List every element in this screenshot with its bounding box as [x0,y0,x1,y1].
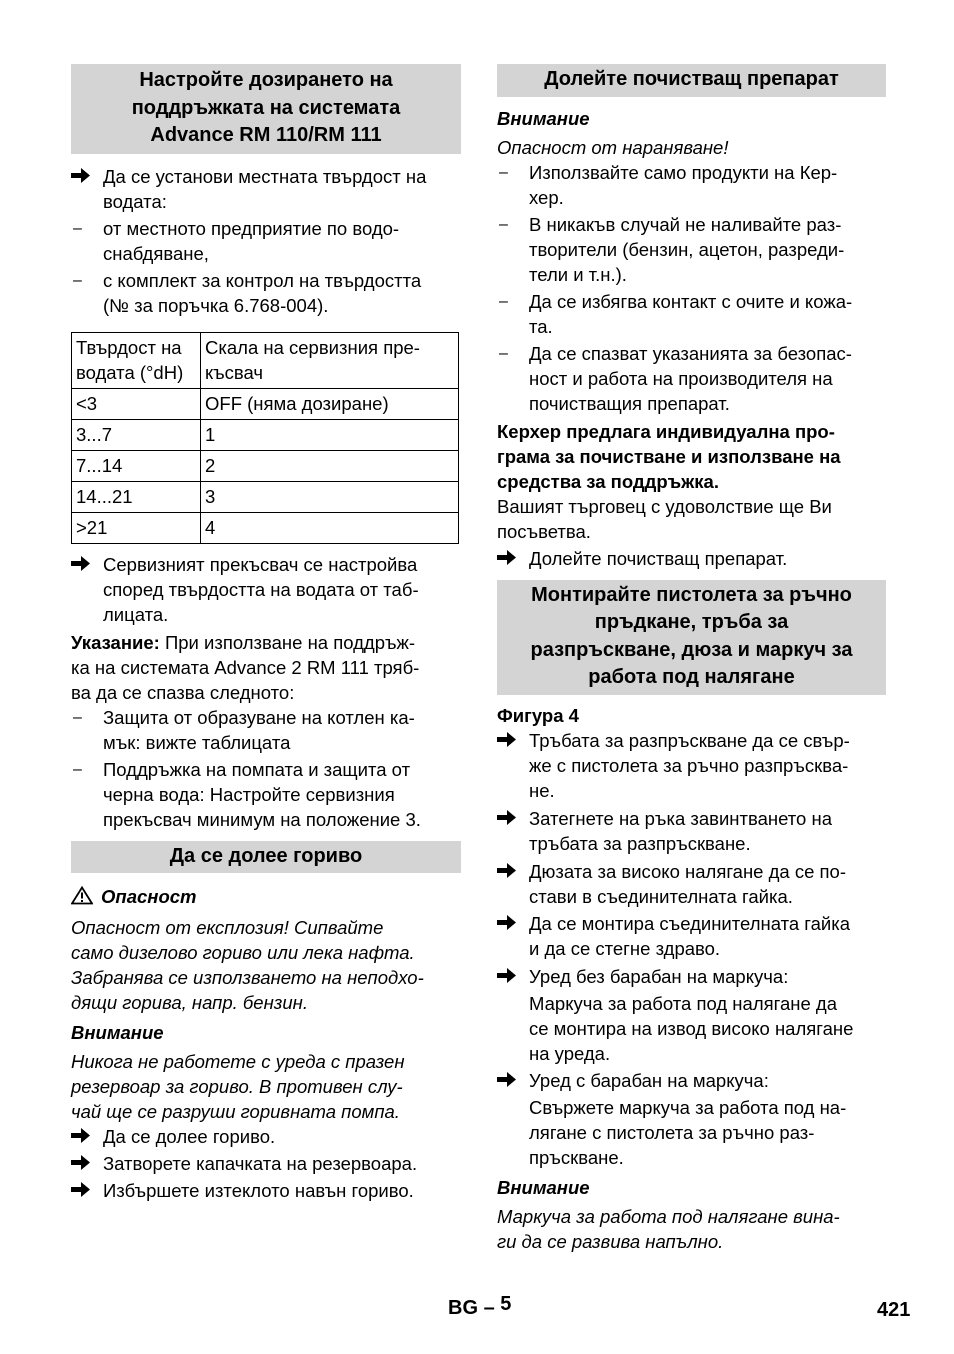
list-item-scale-protection: – Защита от образуване на котлен ка- мък: вижте таблицата [73,706,415,753]
arrow-right-icon [497,728,525,753]
note-paragraph: Указание: При използване на поддръж- ка на системата Advance 2 RM 111 тряб- ва да се спазва следното: [71,631,420,703]
right-column [497,64,886,1254]
arrow-right-icon [497,1068,525,1093]
dash-bullet: – [499,292,508,310]
table-row [72,419,459,450]
arrow-right-icon [71,1178,99,1203]
arrow-right-icon [497,806,525,831]
table-cell: <3 [72,388,201,419]
list-item-pump-maintenance: – Поддръжка на помпата и защита от черна вода: Настройте сервизния прекъсвач минимум на положение 3. [73,758,421,830]
page-number: 421 [877,1299,911,1321]
step-hose-reel: Уред с барабан на маркуча: [497,1068,886,1093]
dash-bullet: – [499,215,508,233]
arrow-right-icon [497,546,525,571]
left-column [71,64,461,1203]
table-cell: 3 [201,481,459,512]
arrow-right-icon [497,911,525,936]
table-row [72,512,459,543]
attention-label: Внимание [497,107,590,129]
dash-bullet: – [73,708,82,726]
table-row [72,450,459,481]
arrow-right-icon [71,1151,99,1176]
step-wipe-fuel: Избършете изтеклото навън гориво. [71,1178,461,1203]
attention-subtitle: Опасност от нараняване! [497,136,729,158]
dash-bullet: – [73,271,82,289]
step-mount-nut: Да се монтира съединителната гайка и да се стегне здраво. [497,911,886,961]
table-cell: 7...14 [72,450,201,481]
list-item-eye-contact: – Да се избягва контакт с очите и кожа- та. [499,290,853,337]
list-item-products: – Използвайте само продукти на Кер- хер. [499,161,838,208]
table-cell: 14...21 [72,481,201,512]
table-row [72,388,459,419]
step-connect-lance: Тръбата за разпръскване да се свър- же с пистолета за ръчно разпръсква- не. [497,728,886,803]
table-cell: >21 [72,512,201,543]
step-tighten-lance: Затегнете на ръка завинтването на тръбата за разпръскване. [497,806,886,856]
arrow-right-icon [497,859,525,884]
step-insert-nozzle: Дюзата за високо налягане да се по- стави в съединителната гайка. [497,859,886,909]
step-close-cap: Затворете капачката на резервоара. [71,1151,461,1176]
table-header-row [72,332,459,388]
list-item-safety-instructions: – Да се спазват указанията за безопас- ност и работа на производителя на почистващия препарат. [499,342,852,414]
table-cell: 3...7 [72,419,201,450]
table-cell: 4 [201,512,459,543]
program-paragraph: Керхер предлага индивидуална про- грама за почистване и използване на средства за поддръжка. [497,420,841,492]
step-add-detergent: Долейте почистващ препарат. [497,546,886,571]
attention-text: Никога не работете с уреда с празен резервоар за гориво. В противен слу- чай ще се разруши горивната помпа. [71,1051,405,1122]
dealer-paragraph: Вашият търговец с удоволствие ще Ви посъветва. [497,495,832,542]
warning-triangle-icon [71,886,93,911]
table-row [72,481,459,512]
table-header-cell: Твърдост на водата (°dH) [72,332,201,388]
section-heading-detergent: Долейте почистващ препарат [497,64,886,97]
arrow-right-icon [71,552,99,577]
step-refuel: Да се долее гориво. [71,1124,461,1149]
step-set-service-switch: Сервизният прекъсвач се настройва според твърдостта на водата от таб- лицата. [71,552,461,627]
step-determine-hardness: Да се установи местната твърдост на водата: [71,164,461,214]
hardness-table [71,332,459,544]
danger-text: Опасност от експлозия! Сипвайте само дизелово гориво или лека нафта. Забранява се използването на неподхо- дящи горива, напр. бензин. [71,917,424,1013]
list-item-water-utility: – от местното предприятие по водо- снабдяване, [73,217,400,264]
list-item-test-kit: – с комплект за контрол на твърдостта (№ за поръчка 6.768-004). [73,269,422,316]
arrow-right-icon [71,164,99,189]
reel-text: Свържете маркуча за работа под на- лягане с пистолета за ръчно раз- пръскване. [529,1096,847,1168]
dash-bullet: – [499,344,508,362]
no-reel-text: Маркуча за работа под налягане да се монтира на извод високо налягане на уреда. [529,992,854,1064]
attention-text-hose: Маркуча за работа под налягане вина- ги да се развива напълно. [497,1205,840,1252]
attention-label-hose: Внимание [497,1176,590,1198]
table-header-cell: Скала на сервизния пре- късвач [201,332,459,388]
section-heading-fuel: Да се долее гориво [71,841,461,874]
danger-label: Опасност [71,884,461,911]
dash-bullet: – [499,163,508,181]
footer-section-label: BG – 5 [448,1293,512,1319]
arrow-right-icon [497,964,525,989]
table-cell: 1 [201,419,459,450]
table-cell: 2 [201,450,459,481]
arrow-right-icon [71,1124,99,1149]
list-item-solvents: – В никакъв случай не наливайте раз- творители (бензин, ацетон, разреди- тели и т.н.). [499,213,845,285]
dash-bullet: – [73,219,82,237]
figure-label: Фигура 4 [497,704,579,726]
table-cell: OFF (няма дозиране) [201,388,459,419]
dash-bullet: – [73,760,82,778]
attention-label: Внимание [71,1022,164,1043]
section-heading-dosing: Настройте дозирането на поддръжката на системата Advance RM 110/RM 111 [71,64,461,154]
section-heading-mount-gun: Монтирайте пистолета за ръчно пръдкане, тръба за разпръскване, дюза и маркуч за работа под налягане [497,580,886,695]
step-no-hose-reel: Уред без барабан на маркуча: [497,964,886,989]
